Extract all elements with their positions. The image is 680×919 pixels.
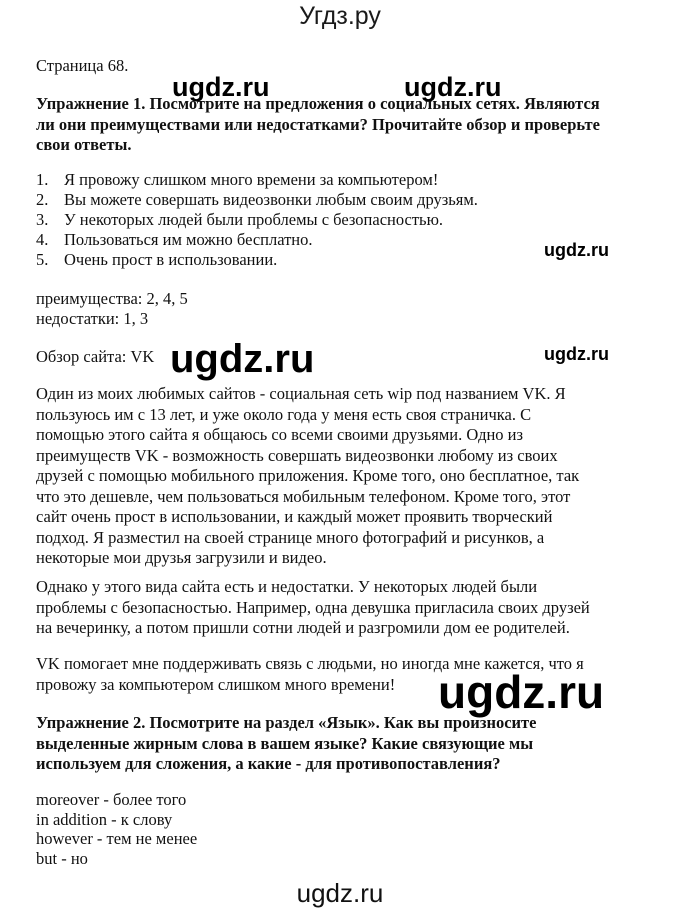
paragraph-line: пользуюсь им с 13 лет, и уже около года у меня есть своя страничка. С: [36, 404, 532, 424]
watermark: ugdz.ru: [172, 72, 270, 102]
item-text: У некоторых людей были проблемы с безопасностью.: [64, 210, 444, 229]
page-number-label: Страница 68.: [36, 56, 129, 75]
disadvantages-answer: недостатки: 1, 3: [36, 309, 149, 328]
word-pair: however - тем не менее: [36, 829, 198, 848]
word-pairs: [36, 790, 197, 868]
paragraph-line: что это дешевле, чем пользоваться мобильным телефоном. Кроме того, этот: [36, 486, 571, 506]
list-item: [36, 230, 478, 250]
word-pair: moreover - более того: [36, 790, 187, 809]
item-text: Очень прост в использовании.: [64, 250, 278, 269]
exercise2-heading-line: выделенные жирным слова в вашем языке? Какие связующие мы: [36, 733, 534, 753]
review-paragraph-2: [36, 577, 590, 639]
paragraph-line: Однако у этого вида сайта есть и недостатки. У некоторых людей были: [36, 577, 538, 596]
footer-watermark: ugdz.ru: [296, 878, 384, 908]
paragraph-line: подход. Я разместил на своей странице много фотографий и рисунков, а: [36, 527, 545, 547]
exercise1-heading-line: Упражнение 1. Посмотрите на предложения о социальных сетях. Являются: [36, 94, 600, 113]
item-text: Пользоваться им можно бесплатно.: [64, 230, 313, 249]
paragraph-line: помощью этого сайта я общаюсь со всеми своими друзьями. Одно из: [36, 425, 524, 444]
item-number: 2.: [36, 190, 49, 209]
advantages-answer: преимущества: 2, 4, 5: [36, 289, 188, 308]
statement-list: [36, 170, 478, 270]
list-item: [36, 190, 478, 210]
paragraph-line: сайт очень прост в использовании, и каждый может проявить творческий: [36, 507, 553, 526]
review-paragraph-1: [36, 384, 579, 569]
paragraph-line: провожу за компьютером слишком много времени!: [36, 674, 396, 694]
list-item: [36, 210, 478, 230]
paragraph-line: друзей с помощью мобильного приложения. Кроме того, оно бесплатное, так: [36, 466, 580, 485]
item-number: 3.: [36, 210, 49, 229]
exercise2-heading-line: Упражнение 2. Посмотрите на раздел «Язык». Как вы произносите: [36, 713, 537, 732]
watermark: ugdz.ru: [438, 666, 605, 718]
paragraph-line: VK помогает мне поддерживать связь с людьми, но иногда мне кажется, что я: [36, 654, 584, 673]
exercise2-heading: [36, 713, 536, 775]
paragraph-line: преимуществ VK - возможность совершать видеозвонки любому из своих: [36, 445, 558, 465]
watermark: ugdz.ru: [170, 337, 315, 381]
item-number: 5.: [36, 250, 49, 269]
list-item: [36, 250, 478, 270]
watermark: ugdz.ru: [544, 240, 609, 260]
paragraph-line: некоторые мои друзья загрузили и видео.: [36, 548, 327, 567]
paragraph-line: на вечеринку, а потом пришли сотни людей и разгромили дом ее родителей.: [36, 618, 570, 637]
paragraph-line: проблемы с безопасностью. Например, одна девушка пригласила своих друзей: [36, 597, 590, 617]
item-number: 4.: [36, 230, 49, 249]
exercise1-heading-line: свои ответы.: [36, 135, 132, 154]
site-title: Угдз.ру: [299, 2, 381, 30]
watermark: ugdz.ru: [404, 72, 502, 102]
paragraph-line: Один из моих любимых сайтов - социальная сеть wip под названием VK. Я: [36, 384, 566, 403]
word-pair: in addition - к слову: [36, 809, 173, 829]
watermark: ugdz.ru: [544, 344, 609, 364]
review-title: Обзор сайта: VK: [36, 347, 155, 366]
item-text: Я провожу слишком много времени за компьютером!: [64, 170, 439, 189]
review-paragraph-3: [36, 654, 584, 695]
item-number: 1.: [36, 170, 49, 189]
item-text: Вы можете совершать видеозвонки любым своим друзьям.: [64, 190, 478, 209]
word-pair: but - но: [36, 848, 88, 868]
exercise2-heading-line: используем для сложения, а какие - для противопоставления?: [36, 754, 501, 773]
exercise1-heading-line: ли они преимуществами или недостатками? Прочитайте обзор и проверьте: [36, 114, 600, 134]
list-item: [36, 170, 478, 190]
exercise1-heading: [36, 94, 600, 156]
